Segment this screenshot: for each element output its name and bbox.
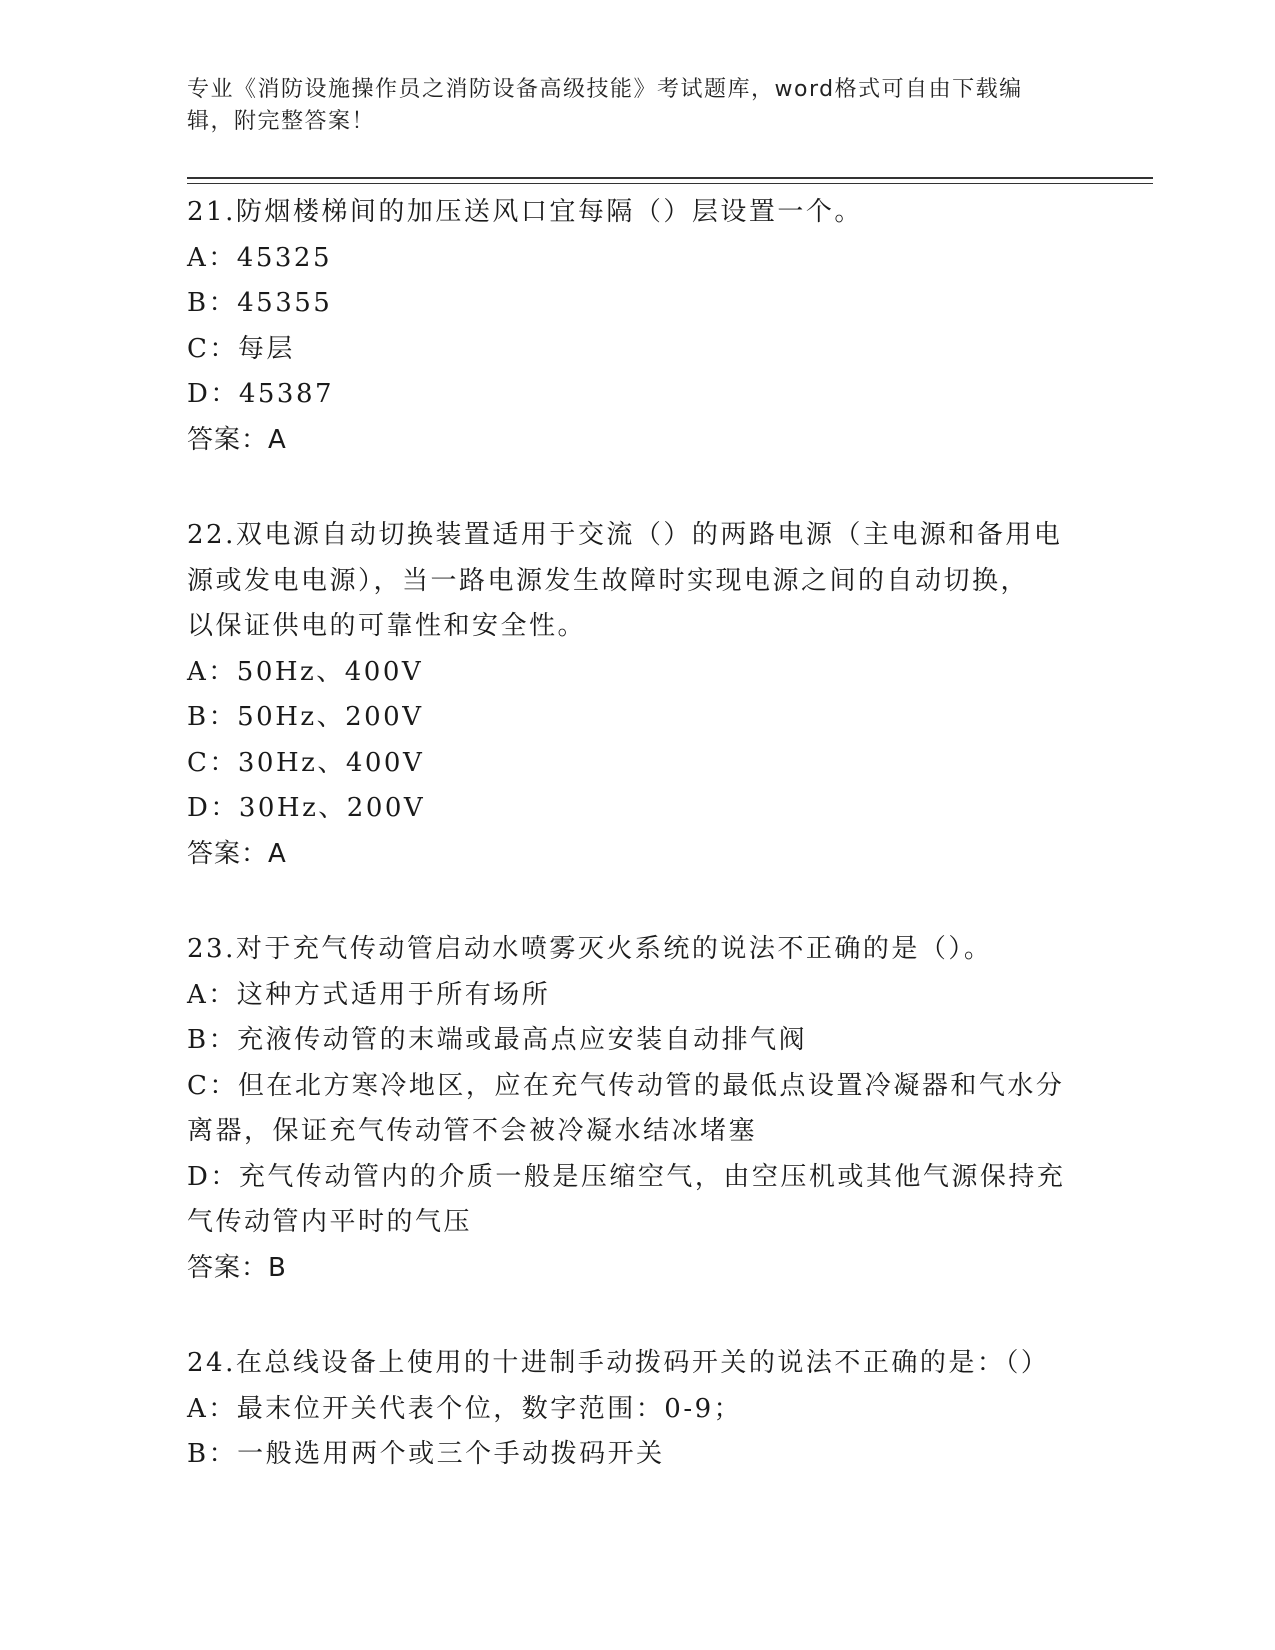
answer-label: 答案：A (187, 838, 287, 869)
option-c: C：每层 (187, 333, 295, 364)
question-stem: 21.防烟楼梯间的加压送风口宜每隔（）层设置一个。 (187, 197, 863, 227)
question-22 (187, 513, 1087, 877)
question-stem: 以保证供电的可靠性和安全性。 (187, 611, 587, 641)
option-b: B：一般选用两个或三个手动拨码开关 (187, 1439, 665, 1469)
header-divider-thin (187, 183, 1153, 184)
option-a: A：最末位开关代表个位，数字范围：0-9； (187, 1393, 743, 1424)
document-header: 专业《消防设施操作员之消防设备高级技能》考试题库，word格式可自由下载编辑，附完整答案！ (187, 77, 1023, 134)
header-divider-thick (187, 177, 1153, 179)
question-stem: 源或发电电源），当一路电源发生故障时实现电源之间的自动切换， (187, 565, 1030, 596)
option-a: A：这种方式适用于所有场所 (187, 979, 551, 1010)
option-a: A：50Hz、400V (187, 656, 424, 687)
option-a: A：45325 (187, 242, 332, 273)
question-stem: 24.在总线设备上使用的十进制手动拨码开关的说法不正确的是：（） (187, 1348, 1050, 1378)
option-d: D：45387 (187, 379, 335, 409)
question-list (187, 190, 1087, 1478)
option-d: D：充气传动管内的介质一般是压缩空气，由空压机或其他气源保持充 (187, 1161, 1066, 1192)
option-d-continued: 气传动管内平时的气压 (187, 1207, 473, 1237)
option-b: B：45355 (187, 288, 333, 318)
question-stem: 22.双电源自动切换装置适用于交流（）的两路电源（主电源和备用电 (187, 520, 1063, 550)
question-spacer (187, 877, 1087, 927)
option-c-continued: 离器，保证充气传动管不会被冷凝水结冰堵塞 (187, 1116, 758, 1146)
option-b: B：50Hz、200V (187, 702, 424, 732)
option-c: C：但在北方寒冷地区，应在充气传动管的最低点设置冷凝器和气水分 (187, 1070, 1065, 1101)
question-23 (187, 927, 1087, 1291)
option-b: B：充液传动管的末端或最高点应安装自动排气阀 (187, 1025, 808, 1055)
question-21 (187, 190, 1087, 463)
question-spacer (187, 1291, 1087, 1341)
option-c: C：30Hz、400V (187, 747, 425, 778)
option-d: D：30Hz、200V (187, 793, 426, 823)
answer-label: 答案：B (187, 1252, 287, 1283)
question-stem: 23.对于充气传动管启动水喷雾灭火系统的说法不正确的是（）。 (187, 934, 993, 964)
answer-label: 答案：A (187, 424, 287, 455)
question-spacer (187, 463, 1087, 513)
question-24 (187, 1341, 1087, 1478)
